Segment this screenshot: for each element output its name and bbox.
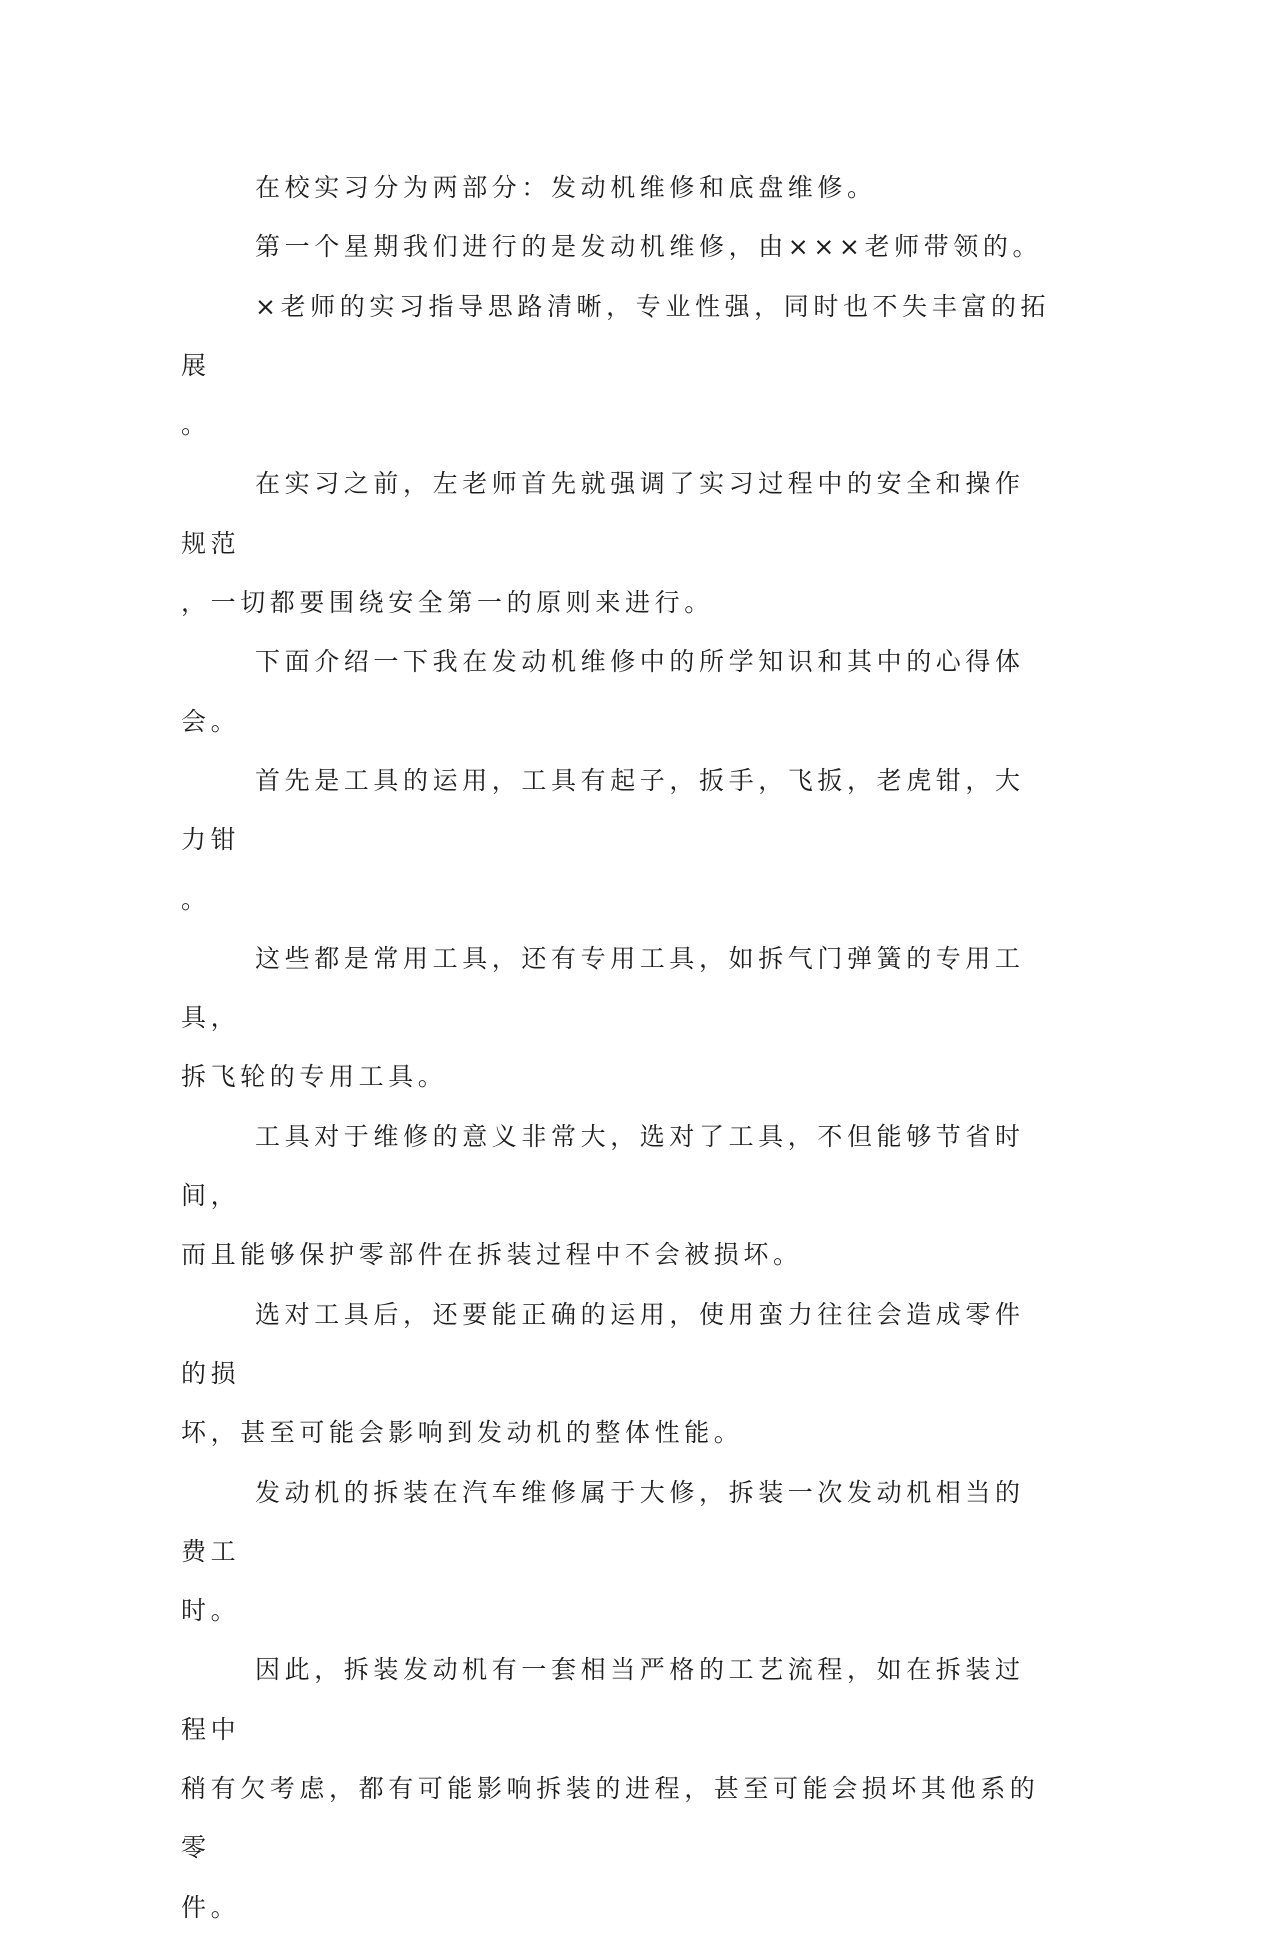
paragraph: 因此，拆装发动机有一套相当严格的工艺流程，如在拆装过程中 稍有欠考虑，都有可能影响拆装的进程，甚至可能会损坏其他系的零 件。 bbox=[181, 1655, 1040, 1922]
paragraph: 首先是工具的运用，工具有起子，扳手，飞扳，老虎钳，大力钳 。 bbox=[181, 765, 1025, 914]
paragraph: 发动机的拆装在汽车维修属于大修，拆装一次发动机相当的费工 时。 bbox=[181, 1477, 1025, 1626]
paragraph: ×老师的实习指导思路清晰，专业性强，同时也不失丰富的拓展 。 bbox=[181, 291, 1051, 440]
paragraph: 工具对于维修的意义非常大，选对了工具，不但能够节省时间， 而且能够保护零部件在拆装过程中不会被损坏。 bbox=[181, 1121, 1025, 1270]
paragraph: 在校实习分为两部分：发动机维修和底盘维修。 bbox=[255, 173, 877, 202]
paragraph: 第一个星期我们进行的是发动机维修，由×××老师带领的。 bbox=[255, 232, 1043, 262]
paragraph: 这些都是常用工具，还有专用工具，如拆气门弹簧的专用工具， 拆飞轮的专用工具。 bbox=[181, 943, 1025, 1092]
paragraph: 下面介绍一下我在发动机维修中的所学知识和其中的心得体会。 bbox=[181, 647, 1025, 736]
body-text bbox=[181, 158, 1051, 1937]
paragraph: 选对工具后，还要能正确的运用，使用蛮力往往会造成零件的损 坏，甚至可能会影响到发动机的整体性能。 bbox=[181, 1299, 1025, 1448]
paragraph: 在实习之前，左老师首先就强调了实习过程中的安全和操作规范 ，一切都要围绕安全第一的原则来进行。 bbox=[181, 469, 1025, 618]
